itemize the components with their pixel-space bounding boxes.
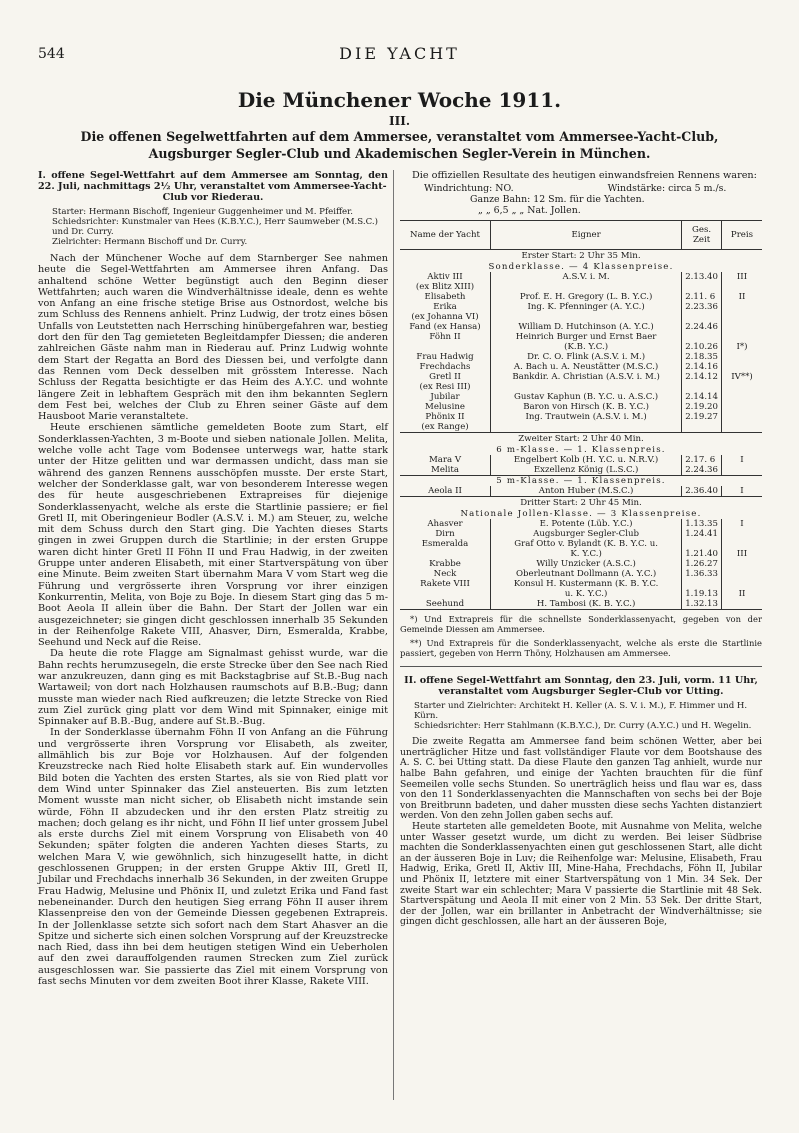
prize-cell xyxy=(722,402,763,412)
time-cell xyxy=(682,282,722,292)
section1-finish-judges: Zielrichter: Hermann Bischoff und Dr. Curry. xyxy=(52,237,248,247)
time-cell xyxy=(682,539,722,549)
prize-cell: I*) xyxy=(722,342,763,352)
prize-cell: I xyxy=(722,519,763,529)
course-yachts: Ganze Bahn: 12 Sm. für die Yachten. xyxy=(470,194,645,206)
results-header-row xyxy=(400,221,762,250)
prize-cell xyxy=(722,599,763,610)
table-row xyxy=(400,282,762,292)
yacht-name-cell: Aeola II xyxy=(400,486,491,497)
table-row xyxy=(400,549,762,559)
owner-cell: Dr. C. O. Flink (A.S.V. i. M.) xyxy=(491,352,682,362)
class-row xyxy=(400,476,762,487)
footnote: *) Und Extrapreis für die schnellste Sonderklassenyacht, gegeben von der Gemeinde Diessen am Ammersee. xyxy=(400,614,762,635)
time-cell: 2.18.35 xyxy=(682,352,722,362)
results-body xyxy=(400,250,762,610)
owner-cell: (K.B. Y.C.) xyxy=(491,342,682,352)
section2-judges: Schiedsrichter: Herr Stahlmann (K.B.Y.C.), Dr. Curry (A.Y.C.) und H. Wegelin. xyxy=(414,721,752,732)
running-head: DIE YACHT xyxy=(339,44,460,63)
time-cell: 2.19.27 xyxy=(682,412,722,422)
table-row xyxy=(400,392,762,402)
table-row xyxy=(400,539,762,549)
owner-cell: Anton Huber (M.S.C.) xyxy=(491,486,682,497)
header-owner: Eigner xyxy=(491,221,682,250)
race-conditions xyxy=(400,183,762,216)
owner-cell: u. K. Y.C.) xyxy=(491,589,682,599)
section1-heading xyxy=(38,170,388,203)
yacht-name-cell: Elisabeth xyxy=(424,292,466,303)
section1-heading-line2: Club vor Riederau. xyxy=(162,192,264,203)
table-row xyxy=(400,455,762,465)
results-table xyxy=(400,220,762,610)
section1-paragraph: Da heute die rote Flagge am Signalmast gehisst wurde, war die Bahn rechts herumzusegeln, die erste Strecke über den See nach Ried war anzukreuzen, dann ging es mit Backstagbrise auf St.B.-Bug nach Wartaweil; von dort nach Holzhausen raumschots auf B.B.-Bug; dann musste man wieder nach Ried aufkreuzen; die letzte Strecke von Ried zum Ziel zurück ging platt vor dem Wind mit Spinnaker, einige mit Spinnaker auf B.B.-Bug, andere auf St.B.-Bug. xyxy=(38,648,388,728)
owner-cell: Augsburger Segler-Club xyxy=(491,529,682,539)
owner-cell: E. Potente (Lüb. Y.C.) xyxy=(491,519,682,529)
yacht-name-cell: Erika xyxy=(433,302,457,313)
section1-paragraph: Heute erschienen sämtliche gemeldeten Boote zum Start, elf Sonderklassen-Yachten, 3 m-Boote und sieben nationale Jollen. Melita, welche volle acht Tage vom Bodensee unterwegs war, hatte stark unter der Hitze gelitten und war dermassen undicht, dass man sie während des ganzen Rennens ausschöpfen musste. Der erste Start, welcher der Sonderklasse galt, war von besonderem Interesse wegen des für heute ausgeschriebenen Extrapreises für diejenige Sonderklassenyacht, welche als erste die Startlinie passiere; er fiel Gretl II, mit Oberingenieur Bodler (A.S.V. i. M.) am Steuer, zu, welche mit dem Schuss durch den Start ging. Die Yachten dieses Starts gingen in zwei Gruppen durch die Startlinie; in der ersten Gruppe waren dicht hinter Gretl II Föhn II und Frau Hadwig, in der zweiten Gruppe unter anderen Elisabeth, mit einer Startverspätung von über eine Minute. Beim zweiten Start übernahm Mara V vom Start weg die Führung und vergrösserte ihren Vorsprung vor ihrer einzigen Konkurrentin, Melita, von Boje zu Boje. In diesem Start ging das 5 m-Boot Aeola II allein über die Bahn. Der Start der Jollen war ein ausgezeichneter; sie gingen dicht geschlossen innerhalb 35 Sekunden in der Reihenfolge Rakete VIII, Ahasver, Dirn, Esmeralda, Krabbe, Seehund und Neck auf die Reise. xyxy=(38,422,388,649)
prize-cell: II xyxy=(722,589,763,599)
owner-cell: Ing. Trautwein (A.S.V. i. M.) xyxy=(491,412,682,422)
prize-cell xyxy=(722,559,763,569)
yacht-name-cell xyxy=(400,589,491,599)
time-cell: 2.14.14 xyxy=(682,392,722,402)
start-row xyxy=(400,433,762,446)
article-title: Die Münchener Woche 1911. xyxy=(237,88,562,112)
prize-cell xyxy=(722,465,763,476)
part-number: III. xyxy=(388,114,411,128)
table-row xyxy=(400,352,762,362)
yacht-name-cell: Fand (ex Hansa) xyxy=(409,322,481,333)
table-row xyxy=(400,589,762,599)
owner-cell xyxy=(491,312,682,322)
table-row xyxy=(400,302,762,312)
owner-cell: Gustav Kaphun (B. Y.C. u. A.S.C.) xyxy=(491,392,682,402)
table-row xyxy=(400,292,762,302)
prize-cell xyxy=(722,352,763,362)
time-cell: 1.26.27 xyxy=(682,559,722,569)
owner-cell xyxy=(491,282,682,292)
owner-cell: Konsul H. Kustermann (K. B. Y.C. xyxy=(491,579,682,589)
time-cell: 2.14.16 xyxy=(682,362,722,372)
yacht-name-cell: Jubilar xyxy=(430,392,460,403)
yacht-name-cell: Gretl II xyxy=(429,372,461,383)
time-cell: 1.19.13 xyxy=(682,589,722,599)
start-row xyxy=(400,497,762,510)
time-cell xyxy=(682,579,722,589)
time-cell: 2.14.12 xyxy=(682,372,722,382)
prize-cell xyxy=(722,529,763,539)
section1-judges: Schiedsrichter: Kunstmaler van Hees (K.B.Y.C.), Herr Saumweber (M.S.C.) und Dr. Curry. xyxy=(52,217,378,237)
prize-cell xyxy=(722,282,763,292)
time-cell: 1.36.33 xyxy=(682,569,722,579)
time-cell: 1.21.40 xyxy=(682,549,722,559)
yacht-name-cell: (ex Johanna VI) xyxy=(411,312,479,323)
prize-cell xyxy=(722,412,763,422)
class-label: Sonderklasse. — 4 Klassenpreise. xyxy=(488,262,674,273)
prize-cell xyxy=(722,312,763,322)
owner-cell xyxy=(491,382,682,392)
section-rule xyxy=(400,666,762,667)
table-row xyxy=(400,559,762,569)
section2-heading xyxy=(400,675,762,697)
yacht-name-cell: Neck xyxy=(433,569,457,580)
owner-cell: Engelbert Kolb (H. Y.C. u. N.R.V.) xyxy=(491,455,682,465)
table-row xyxy=(400,529,762,539)
start-row xyxy=(400,250,762,263)
section1-heading-line1: I. offene Segel-Wettfahrt auf dem Ammersee am Sonntag, den 22. Juli, nachmittags 2½ Uhr, veranstaltet vom Ammersee-Yacht- xyxy=(38,170,388,192)
table-row xyxy=(400,332,762,342)
owner-cell: Ing. K. Pfenninger (A. Y.C.) xyxy=(491,302,682,312)
prize-cell xyxy=(722,539,763,549)
table-row xyxy=(400,486,762,497)
yacht-name-cell: Dirn xyxy=(435,529,455,540)
yacht-name-cell: Ahasver xyxy=(427,519,463,530)
yacht-name-cell: Esmeralda xyxy=(421,539,469,550)
page-number: 544 xyxy=(38,46,65,62)
prize-cell xyxy=(722,382,763,392)
course-jollen: „ „ 6,5 „ „ Nat. Jollen. xyxy=(478,205,581,217)
time-cell: 2.10.26 xyxy=(682,342,722,352)
table-row xyxy=(400,569,762,579)
yacht-name-cell: Frau Hadwig xyxy=(416,352,474,363)
owner-cell: Willy Unzicker (A.S.C.) xyxy=(491,559,682,569)
time-cell: 1.32.13 xyxy=(682,599,722,610)
owner-cell: Heinrich Burger und Ernst Baer xyxy=(491,332,682,342)
time-cell xyxy=(682,332,722,342)
prize-cell: IV**) xyxy=(722,372,763,382)
time-cell: 2.23.36 xyxy=(682,302,722,312)
class-label: 5 m-Klasse. — 1. Klassenpreis. xyxy=(496,476,666,487)
yacht-name-cell: Aktiv III xyxy=(427,272,463,283)
prize-cell xyxy=(722,362,763,372)
yacht-name-cell: Krabbe xyxy=(429,559,461,570)
time-cell: 1.13.35 xyxy=(682,519,722,529)
article-subtitle: Die offenen Segelwettfahrten auf dem Ammersee, veranstaltet vom Ammersee-Yacht-Club, Augsburger Segler-Club und Akademischen Segler-Verein in München. xyxy=(80,129,719,161)
table-row xyxy=(400,412,762,422)
section2-heading-line2: veranstaltet vom Augsburger Segler-Club vor Utting. xyxy=(438,686,724,698)
table-row xyxy=(400,519,762,529)
wind-strength: Windstärke: circa 5 m./s. xyxy=(607,183,727,195)
time-cell xyxy=(682,312,722,322)
section2-heading-line1: II. offene Segel-Wettfahrt am Sonntag, den 23. Juli, vorm. 11 Uhr, xyxy=(404,675,758,687)
column-divider xyxy=(393,170,394,1100)
wind-direction: Windrichtung: NO. xyxy=(424,183,514,195)
results-intro: Die offiziellen Resultate des heutigen einwandsfreien Rennens waren: xyxy=(412,170,757,181)
owner-cell: A. Bach u. A. Neustätter (M.S.C.) xyxy=(491,362,682,372)
yacht-name-cell: Melusine xyxy=(425,402,465,413)
left-column xyxy=(38,170,388,987)
prize-cell xyxy=(722,422,763,433)
owner-cell: Baron von Hirsch (K. B. Y.C.) xyxy=(491,402,682,412)
table-row xyxy=(400,362,762,372)
time-cell: 2.13.40 xyxy=(682,272,722,282)
yacht-name-cell: Melita xyxy=(400,465,491,476)
section1-paragraph: In der Sonderklasse übernahm Föhn II von Anfang an die Führung und vergrösserte ihren Vorsprung vor Elisabeth, als zweiter, allmählich bis zur Boje vor Holzhausen. Auf der folgenden Kreuzstrecke nach Ried holte Elisabeth stark auf. Ein wundervolles Bild boten die Yachten des ersten Startes, als sie von Ried platt vor dem Wind unter Spinnaker das Ziel ansteuerten. Bis zum letzten Moment wusste man nicht sicher, ob Elisabeth nicht imstande sein würde, Föhn II abzudecken und ihr den ersten Platz streitig zu machen; doch gelang es ihr nicht, und Föhn II lief unter grossem Jubel als erste durchs Ziel mit einem Vorsprung von Elisabeth von 40 Sekunden; später folgten die anderen Yachten dieses Starts, zu welchen Mara V, wie gewöhnlich, sich hinzugesellt hatte, in dicht geschlossenen Gruppen; in der ersten Gruppe Aktiv III, Gretl II, Jubilar und Frechdachs innerhalb 36 Sekunden, in der zweiten Gruppe Frau Hadwig, Melusine und Phönix II, und zuletzt Erika und Fand fast nebeneinander. Durch den heutigen Sieg errang Föhn II auser ihrem Klassenpreise den von der Gemeinde Diessen gegebenen Extrapreis. In der Jollenklasse setzte sich sofort nach dem Start Ahasver an die Spitze und sicherte sich einen solchen Vorsprung auf der Kreuzstrecke nach Ried, dass ihn bei dem heutigen stetigen Wind ein Ueberholen auf den zwei darauffolgenden raumen Strecken zum Ziel zurück ausgeschlossen war. Sie passierte das Ziel mit einem Vorsprung von fast sechs Minuten vor dem zweiten Boot ihrer Klasse, Rakete VIII. xyxy=(38,727,388,987)
section1-starter: Starter: Hermann Bischoff, Ingenieur Guggenheimer und M. Pfeiffer. xyxy=(52,207,354,217)
start-label: Dritter Start: 2 Uhr 45 Min. xyxy=(520,498,642,509)
yacht-name-cell: Rakete VIII xyxy=(420,579,470,590)
yacht-name-cell: Frechdachs xyxy=(419,362,471,373)
owner-cell: H. Tambosi (K. B. Y.C.) xyxy=(491,599,682,610)
yacht-name-cell: (ex Range) xyxy=(400,422,491,433)
owner-cell xyxy=(491,422,682,433)
class-label: 6 m-Klasse. — 1. Klassenpreis. xyxy=(496,445,666,456)
section2-paragraph: Die zweite Regatta am Ammersee fand beim schönen Wetter, aber bei unerträglicher Hitze und fast vollständiger Flaute vor dem Bootshause des A. S. C. bei Utting statt. Da diese Flaute den ganzen Tag anhielt, wurde nur halbe Bahn gefahren, und einige der Yachten brauchten für die fünf Seemeilen volle sechs Stunden. So unerträglich heiss und flau war es, dass von den 11 Sonderklassenyachten die Mannschaften von sechs bei der Boje von Breitbrunn badeten, und daher mussten diese sechs Yachten distanziert werden. Von den zehn Jollen gaben sechs auf. xyxy=(400,736,762,822)
section2-paragraph: Heute starteten alle gemeldeten Boote, mit Ausnahme von Melita, welche unter Wasser gesetzt wurde, um dicht zu werden. Bei leiser Südbrise machten die Sonderklassenyachten einen gut geschlossenen Start, alle dicht an der äusseren Boje in Luv; die Reihenfolge war: Melusine, Elisabeth, Frau Hadwig, Erika, Gretl II, Aktiv III, Mine-Haha, Frechdachs, Föhn II, Jubilar und Phönix II, letztere mit einer Startverspätung von 1 Min. 34 Sek. Der zweite Start war ein schlechter; Mara V passierte die Startlinie mit 48 Sek. Startverspätung und Aeola II mit einer von 2 Min. 53 Sek. Der dritte Start, der der Jollen, war ein brillanter in Anbetracht der Windverhältnisse; sie gingen dicht geschlossen, alle hart an der äusseren Boje, xyxy=(400,821,762,928)
time-cell: 1.24.41 xyxy=(682,529,722,539)
yacht-name-cell: (ex Blitz XIII) xyxy=(415,282,475,293)
owner-cell: K. Y.C.) xyxy=(491,549,682,559)
table-row xyxy=(400,422,762,433)
header-yacht: Name der Yacht xyxy=(400,221,491,250)
prize-cell xyxy=(722,579,763,589)
yacht-name-cell: Föhn II xyxy=(429,332,461,343)
section2-starter: Starter und Zielrichter: Architekt H. Keller (A. S. V. i. M.), F. Himmer und H. Kürn. xyxy=(414,701,748,722)
table-row xyxy=(400,372,762,382)
yacht-name-cell xyxy=(400,549,491,559)
prize-cell xyxy=(722,332,763,342)
table-row xyxy=(400,579,762,589)
owner-cell: Prof. E. H. Gregory (L. B. Y.C.) xyxy=(491,292,682,302)
prize-cell: III xyxy=(722,272,763,282)
table-row xyxy=(400,402,762,412)
time-cell xyxy=(682,382,722,392)
owner-cell: A.S.V. i. M. xyxy=(491,272,682,282)
header-prize: Preis xyxy=(722,221,763,250)
yacht-name-cell: Phönix II xyxy=(425,412,465,423)
class-row xyxy=(400,445,762,455)
prize-cell: II xyxy=(722,292,763,302)
owner-cell: William D. Hutchinson (A. Y.C.) xyxy=(491,322,682,332)
table-row xyxy=(400,465,762,476)
table-row xyxy=(400,382,762,392)
table-row xyxy=(400,599,762,610)
start-label: Zweiter Start: 2 Uhr 40 Min. xyxy=(518,434,644,445)
time-cell: 2.17. 6 xyxy=(682,455,722,465)
start-label: Erster Start: 2 Uhr 35 Min. xyxy=(521,251,641,262)
yacht-name-cell: Mara V xyxy=(428,455,462,466)
owner-cell: Exzellenz König (L.S.C.) xyxy=(491,465,682,476)
time-cell: 2.19.20 xyxy=(682,402,722,412)
prize-cell: I xyxy=(722,455,763,465)
class-row xyxy=(400,262,762,272)
prize-cell xyxy=(722,302,763,312)
time-cell: 2.24.46 xyxy=(682,322,722,332)
owner-cell: Bankdir. A. Christian (A.S.V. i. M.) xyxy=(491,372,682,382)
yacht-name-cell xyxy=(400,342,491,352)
owner-cell: Graf Otto v. Bylandt (K. B. Y.C. u. xyxy=(491,539,682,549)
table-row xyxy=(400,322,762,332)
yacht-name-cell: Seehund xyxy=(400,599,491,610)
right-column xyxy=(400,170,762,928)
table-row xyxy=(400,312,762,322)
prize-cell: III xyxy=(722,549,763,559)
time-cell: 2.36.40 xyxy=(682,486,722,497)
time-cell: 2.24.36 xyxy=(682,465,722,476)
time-cell xyxy=(682,422,722,433)
prize-cell: I xyxy=(722,486,763,497)
prize-cell xyxy=(722,322,763,332)
table-row xyxy=(400,342,762,352)
class-label: Nationale Jollen-Klasse. — 3 Klassenpreise. xyxy=(460,509,702,520)
class-row xyxy=(400,509,762,519)
prize-cell xyxy=(722,569,763,579)
prize-cell xyxy=(722,392,763,402)
owner-cell: Oberleutnant Dollmann (A. Y.C.) xyxy=(491,569,682,579)
section1-paragraph: Nach der Münchener Woche auf dem Starnberger See nahmen heute die Segel-Wettfahrten am Ammersee ihren Anfang. Das anhaltend schöne Wetter begünstigt auch den Beginn dieser Wettfahrten; auch waren die Windverhältnisse ideale, denn es wehte von Anfang an eine frische stetige Brise aus Ostnordost, welche bis zum Schluss des Rennens anhielt. Prinz Ludwig, der trotz eines bösen Unfalls von Leutstetten nach Herrsching hinübergefahren war, bestieg dort den für den Tag gemieteten Begleitdampfer Diessen; die anderen zahlreichen Gäste nahm man in Riederau auf. Prinz Ludwig wohnte dem Start der Regatta an Bord des Diessen bei, und verfolgte dann das Rennen vom Deck desselben mit grösstem Interesse. Nach Schluss der Regatta besichtigte er das Heim des A.Y.C. und wohnte längere Zeit in lebhaftem Gespräch mit den ihm bekannten Seglern dem Fest bei, welches der Club zu Ehren seiner Gäste auf dem Hausboot Marie veranstaltete. xyxy=(38,253,388,423)
footnote: **) Und Extrapreis für die Sonderklassenyacht, welche als erste die Startlinie passiert, gegeben von Herrn Thöny, Holzhausen am Ammersee. xyxy=(400,638,762,659)
header-time: Ges. Zeit xyxy=(682,221,722,250)
table-row xyxy=(400,272,762,282)
yacht-name-cell: (ex Resi III) xyxy=(419,382,471,393)
time-cell: 2.11. 6 xyxy=(682,292,722,302)
